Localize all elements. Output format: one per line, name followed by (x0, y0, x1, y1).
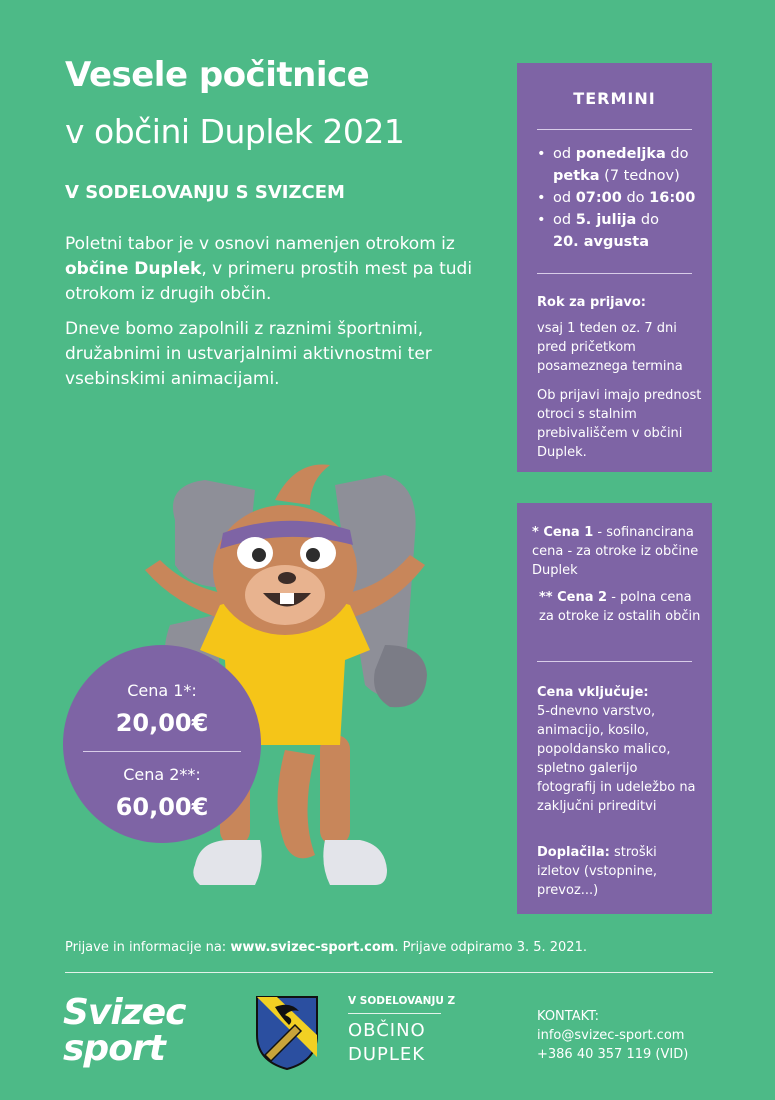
divider (537, 661, 692, 662)
list-item: • od 5. julija do 20. avgusta (537, 209, 712, 253)
cena-2-note: ** Cena 2 - polna cena za otroke iz ostalih občin (539, 590, 701, 624)
list-item: • od ponedeljka do petka (7 tednov) (537, 143, 712, 187)
svizec-sport-logo: Svizec sport (63, 992, 186, 1069)
municipality-label: OBČINO (348, 1020, 426, 1041)
contact-phone[interactable]: +386 40 357 119 (VID) (537, 1047, 689, 1062)
page-title-line2: v občini Duplek 2021 (65, 112, 405, 151)
rok-label: Rok za prijavo: (537, 295, 646, 310)
municipality-name: DUPLEK (348, 1044, 426, 1065)
termini-list (537, 143, 712, 253)
doplacila-note: Doplačila: stroški izletov (vstopnine, prevoz...) (537, 845, 657, 898)
registration-info: Prijave in informacije na: www.svizec-sport.com. Prijave odpiramo 3. 5. 2021. (65, 940, 587, 955)
termini-box (517, 63, 712, 472)
contact-label: KONTAKT: (537, 1009, 600, 1024)
cena-1-note: * Cena 1 - sofinancirana cena - za otroke iz občine Duplek (532, 525, 699, 578)
vkljucuje-text: 5-dnevno varstvo, animacijo, kosilo, popoldansko malico, spletno galerijo fotografij in udeležbo na zaključni prireditvi (537, 704, 696, 814)
duplek-coat-of-arms-icon (255, 995, 319, 1071)
contact-email[interactable]: info@svizec-sport.com (537, 1028, 685, 1043)
website-link[interactable]: www.svizec-sport.com (230, 940, 395, 955)
divider (348, 1013, 441, 1014)
price-2-value: 60,00€ (115, 793, 209, 821)
vkljucuje-label: Cena vključuje: (537, 685, 649, 700)
rok-text: vsaj 1 teden oz. 7 dni pred pričetkom posameznega termina (537, 321, 683, 374)
termini-title: TERMINI (573, 89, 656, 108)
divider (65, 972, 713, 973)
intro-emphasis: občine Duplek (65, 259, 202, 279)
list-item: • od 07:00 do 16:00 (537, 187, 712, 209)
price-1-value: 20,00€ (115, 709, 209, 737)
cene-box (517, 503, 712, 914)
divider (537, 129, 692, 130)
cooperation-label: V SODELOVANJU Z (348, 995, 456, 1007)
price-circle (63, 645, 261, 843)
intro-text: , v primeru prostih mest pa tudi otrokom iz drugih občin. (65, 259, 473, 304)
price-2-label: Cena 2**: (123, 765, 201, 784)
page-title: Vesele počitnice (65, 55, 370, 95)
price-1-label: Cena 1*: (127, 681, 197, 700)
intro-text: Poletni tabor je v osnovi namenjen otrokom iz (65, 234, 455, 254)
page-subtitle: V SODELOVANJU S SVIZCEM (65, 182, 345, 203)
intro-paragraph-2: Dneve bomo zapolnili z raznimi športnimi, družabnimi in ustvarjalnimi aktivnostmi ter vsebinskimi animacijami. (65, 319, 432, 389)
intro-paragraph-1 (65, 232, 485, 307)
divider (537, 273, 692, 274)
contact-block (537, 1007, 688, 1064)
prednost-text: Ob prijavi imajo prednost otroci s stalnim prebivališčem v občini Duplek. (537, 388, 702, 460)
divider (83, 751, 241, 752)
